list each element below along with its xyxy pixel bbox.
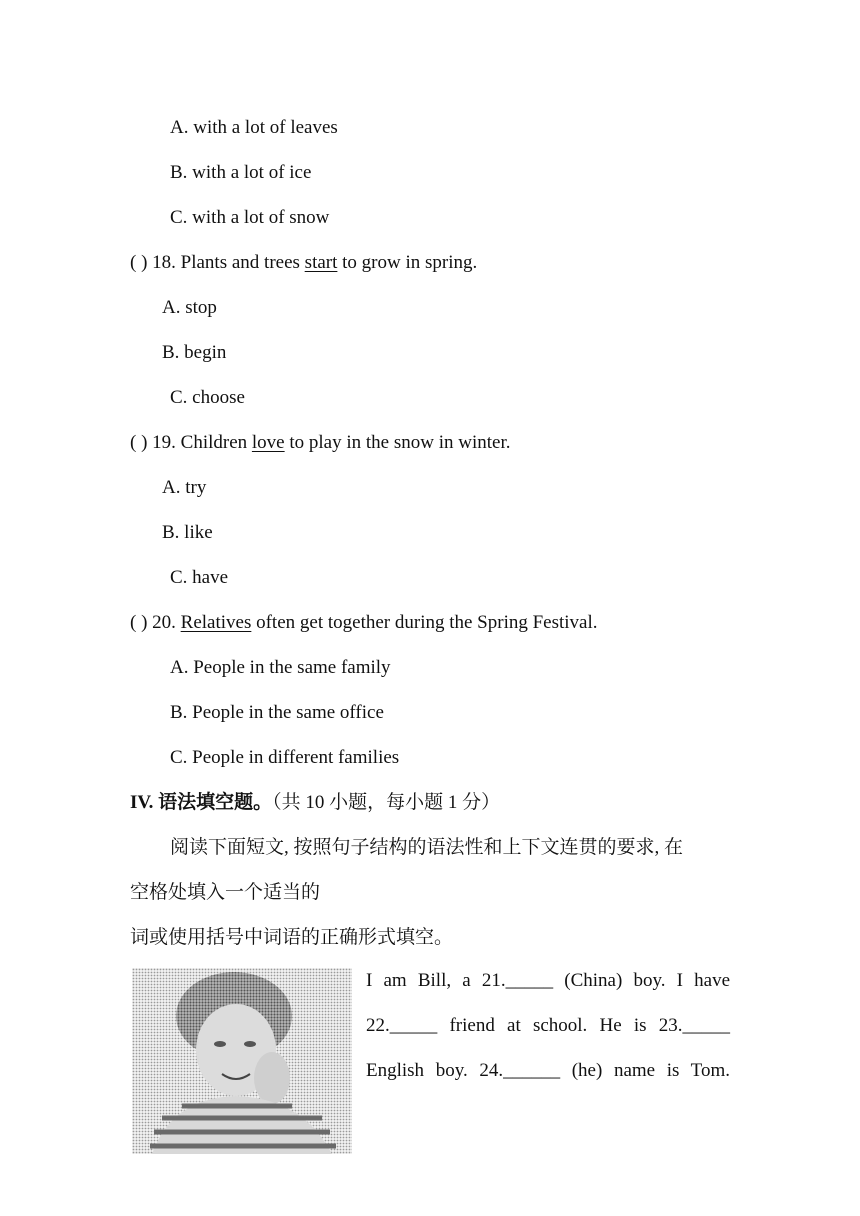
stem-after: to play in the snow in winter. (284, 432, 511, 453)
question-number: 18. (152, 252, 176, 273)
section-title: IV. 语法填空题。 (130, 792, 273, 813)
q20-option-a: A. People in the same family (170, 657, 391, 678)
instruction-line-1: 阅读下面短文, 按照句子结构的语法性和上下文连贯的要求, 在 (170, 837, 684, 858)
answer-paren: ( ) (130, 432, 148, 453)
underlined-word: love (251, 432, 285, 453)
q19-option-c: C. have (170, 567, 229, 588)
q20-option-b: B. People in the same office (170, 702, 384, 723)
section-score-note: （共 10 小题，每小题 1 分） (272, 792, 501, 813)
stem-after: often get together during the Spring Festival. (251, 612, 598, 633)
q17-option-c: C. with a lot of snow (170, 207, 330, 228)
section-heading (130, 791, 500, 815)
q20-stem (130, 611, 598, 635)
q19-option-b: B. like (162, 522, 213, 543)
q18-option-c: C. choose (170, 387, 245, 408)
underlined-word: start (304, 252, 338, 273)
stem-after: to grow in spring. (337, 252, 478, 273)
stem-before: Children (180, 432, 252, 453)
answer-paren: ( ) (130, 252, 148, 273)
q18-stem (130, 251, 477, 275)
passage-text (366, 958, 730, 1093)
instruction-line-3: 词或使用括号中词语的正确形式填空。 (130, 927, 454, 948)
passage-line-1: I am Bill, a 21._____ (China) boy. I have (366, 970, 730, 991)
passage-line-3: English boy. 24.______ (he) name is Tom. (366, 1060, 730, 1081)
q20-option-c: C. People in different families (170, 747, 400, 768)
boy-portrait-photo (132, 968, 352, 1154)
instruction-line-2: 空格处填入一个适当的 (130, 882, 321, 903)
q19-option-a: A. try (162, 477, 207, 498)
answer-paren: ( ) (130, 612, 148, 633)
question-number: 19. (152, 432, 176, 453)
underlined-word: Relatives (180, 612, 252, 633)
photo-icon (132, 968, 352, 1154)
q17-option-a: A. with a lot of leaves (170, 117, 338, 138)
q18-option-b: B. begin (162, 342, 227, 363)
stem-before: Plants and trees (180, 252, 305, 273)
question-number: 20. (152, 612, 176, 633)
passage-line-2: 22._____ friend at school. He is 23._____ (366, 1015, 730, 1036)
q17-option-b: B. with a lot of ice (170, 162, 312, 183)
q18-option-a: A. stop (162, 297, 217, 318)
q19-stem (130, 431, 511, 455)
